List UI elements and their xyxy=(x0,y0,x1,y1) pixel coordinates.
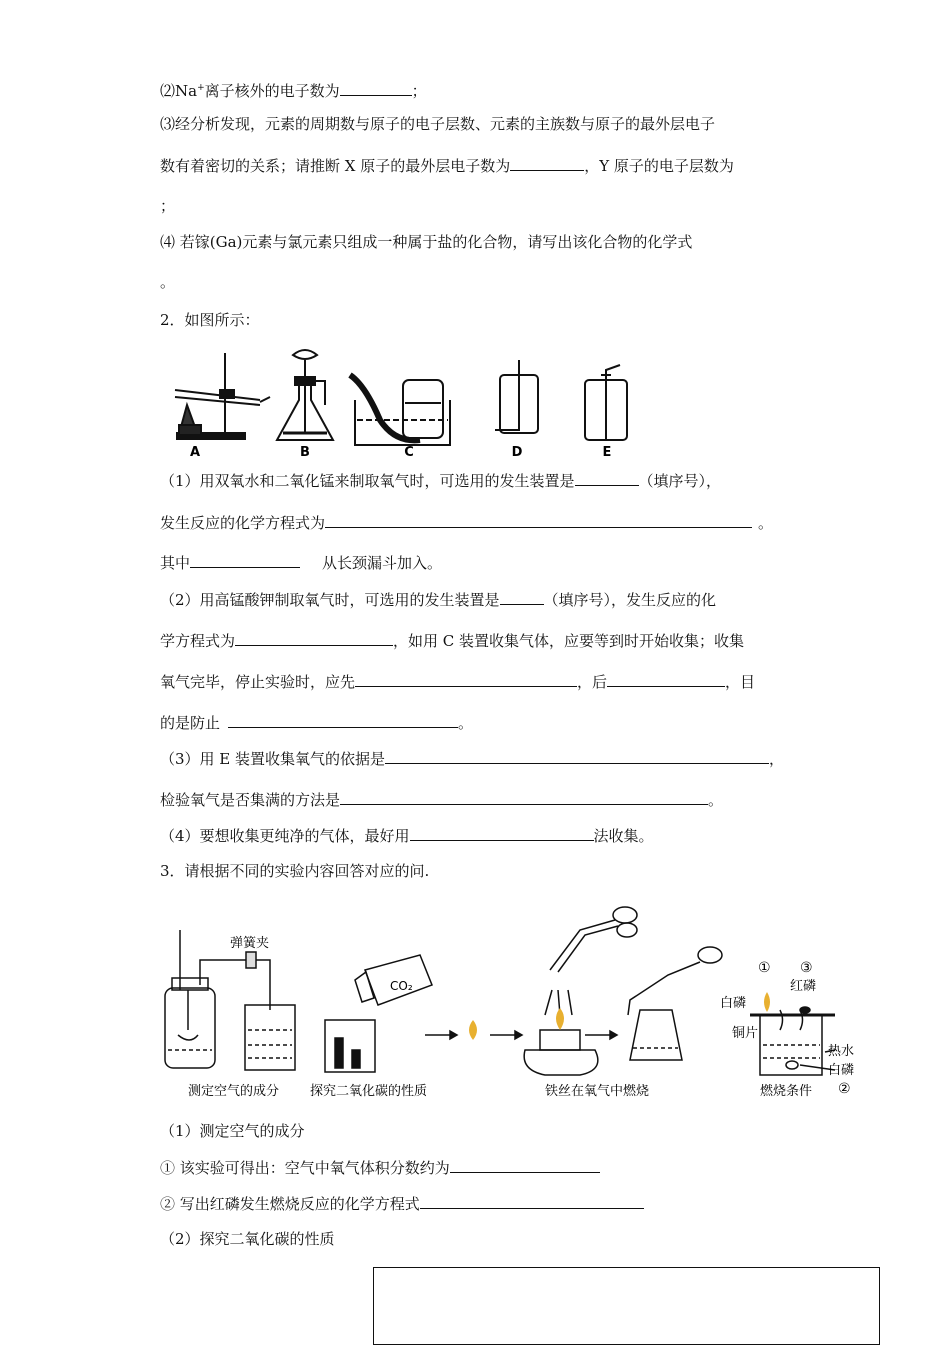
answer-box xyxy=(373,1267,880,1345)
answer-blank[interactable] xyxy=(450,1157,600,1173)
q3-s1-title: （1）测定空气的成分 xyxy=(160,1122,305,1140)
q2-s3-line2: 检验氧气是否集满的方法是 。 xyxy=(160,791,724,809)
apparatus-a xyxy=(175,353,270,439)
apparatus-d xyxy=(495,360,538,433)
label-a: A xyxy=(189,445,201,460)
iron-wire-apparatus xyxy=(524,907,722,1075)
caption-air-composition: 测定空气的成分 xyxy=(188,1084,280,1099)
answer-blank[interactable] xyxy=(340,80,412,96)
answer-blank[interactable] xyxy=(500,589,544,605)
answer-blank[interactable] xyxy=(510,155,584,171)
q1-part3-line2: 数有着密切的关系；请推断 X 原子的最外层电子数为 ，Y 原子的电子层数为 xyxy=(160,157,734,175)
answer-blank[interactable] xyxy=(607,671,725,687)
label-e: E xyxy=(602,445,612,460)
q2-s4-line1: （4）要想收集更纯净的气体，最好用 法收集。 xyxy=(160,827,654,845)
white-phosphorus-top-label: 白磷 xyxy=(720,996,747,1011)
answer-blank[interactable] xyxy=(235,630,393,646)
q3-s1-b: ② 写出红磷发生燃烧反应的化学方程式 xyxy=(160,1193,644,1214)
experiment-figure xyxy=(160,890,865,1105)
answer-blank[interactable] xyxy=(228,712,458,728)
q1-part2: ⑵Na+离子核外的电子数为 ； xyxy=(160,82,427,100)
q3-s1-a: ① 该实验可得出：空气中氧气体积分数约为 xyxy=(160,1157,600,1178)
copper-sheet-label: 铜片 xyxy=(732,1026,759,1041)
q2-s2-line1: （2）用高锰酸钾制取氧气时，可选用的发生装置是 （填序号），发生反应的化 xyxy=(160,591,717,609)
q2-s2-line2: 学方程式为 ，如用 C 装置收集气体，应要等到时开始收集；收集 xyxy=(160,632,745,650)
flame-icon xyxy=(469,1020,477,1040)
q1-part3-line1: ⑶经分析发现，元素的周期数与原子的电子层数、元素的主族数与原子的最外层电子 xyxy=(160,115,716,133)
spring-clip-label: 弹簧夹 xyxy=(230,936,270,951)
air-composition-apparatus xyxy=(165,930,295,1070)
answer-blank[interactable] xyxy=(420,1193,644,1209)
answer-blank[interactable] xyxy=(340,789,708,805)
answer-blank[interactable] xyxy=(325,512,752,528)
hot-water-label: 热水 xyxy=(828,1044,855,1059)
number-2-label: ② xyxy=(838,1081,851,1097)
number-3-label: ③ xyxy=(800,960,813,976)
label-b: B xyxy=(300,445,310,460)
q1-part3-line3: ； xyxy=(160,197,176,215)
white-phosphorus-bottom-label: 白磷 xyxy=(828,1063,855,1078)
apparatus-e xyxy=(585,365,627,440)
q1-part4-line1: ⑷ 若镓(Ga)元素与氯元素只组成一种属于盐的化合物，请写出该化合物的化学式 xyxy=(160,233,693,251)
q2-s1-line1: （1）用双氧水和二氧化锰来制取氧气时，可选用的发生装置是 （填序号）， xyxy=(160,472,722,490)
q3-title: 3．请根据不同的实验内容回答对应的问. xyxy=(160,862,430,880)
label-d: D xyxy=(511,445,523,460)
answer-blank[interactable] xyxy=(410,825,594,841)
flame-icon xyxy=(556,1008,564,1030)
q1-part4-line2: 。 xyxy=(160,273,176,291)
number-1-label: ① xyxy=(758,960,771,976)
red-phosphorus-label: 红磷 xyxy=(790,979,817,994)
caption-co2-properties: 探究二氧化碳的性质 xyxy=(310,1084,428,1099)
answer-blank[interactable] xyxy=(355,671,577,687)
answer-blank[interactable] xyxy=(190,552,300,568)
q2-s1-line2: 发生反应的化学方程式为 。 xyxy=(160,514,774,532)
co2-apparatus xyxy=(325,955,432,1072)
q2-s1-line3: 其中 从长颈漏斗加入。 xyxy=(160,554,443,572)
label-c: C xyxy=(404,445,414,460)
answer-blank[interactable] xyxy=(385,748,769,764)
q2-s2-line4: 的是防止 。 xyxy=(160,714,474,732)
q3-s2-title: （2）探究二氧化碳的性质 xyxy=(160,1230,335,1248)
combustion-conditions-apparatus xyxy=(750,1007,835,1075)
caption-iron-wire: 铁丝在氧气中燃烧 xyxy=(545,1084,650,1099)
flame-icon xyxy=(764,992,770,1012)
q2-s2-line3: 氧气完毕，停止实验时，应先 ，后 ，目 xyxy=(160,673,756,691)
superscript-plus: + xyxy=(197,83,205,93)
apparatus-c xyxy=(350,375,450,445)
q2-s3-line1: （3）用 E 装置收集氧气的依据是 ， xyxy=(160,750,785,768)
caption-combustion-conditions: 燃烧条件 xyxy=(760,1084,813,1099)
answer-blank[interactable] xyxy=(575,470,639,486)
arrow-icons xyxy=(425,1031,617,1039)
co2-bottle-label: CO₂ xyxy=(390,979,413,993)
apparatus-b xyxy=(277,350,333,440)
gas-apparatus-figure xyxy=(165,345,630,460)
q2-title: 2．如图所示： xyxy=(160,311,260,329)
